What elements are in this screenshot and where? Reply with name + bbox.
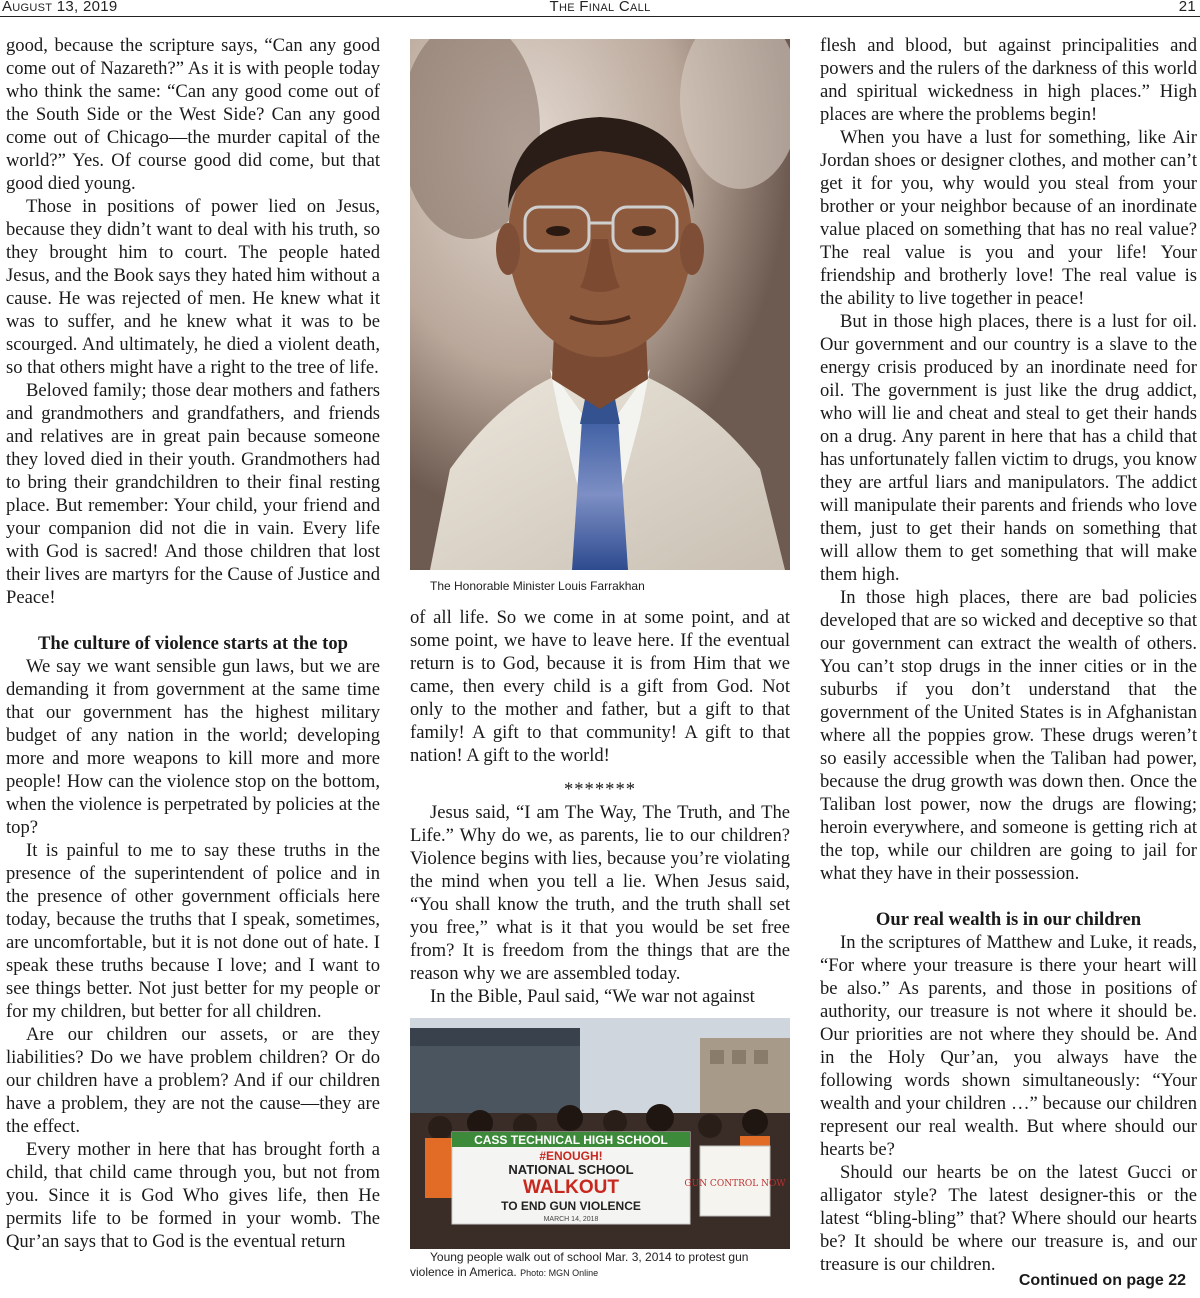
publication-name: The Final Call xyxy=(549,0,651,15)
paragraph: It is painful to me to say these truths in the presence of the superintendent of police and in the presence of other government officials here today, because the truths that I speak, sometimes, are uncomfortable, but it is not done out of hate. I speak these truths because I love; and I want to see things better. Not just better for my people or for my children, but better for all children. xyxy=(6,840,380,1022)
protest-photo xyxy=(410,1018,790,1249)
photo-credit: Photo: MGN Online xyxy=(520,1268,599,1278)
paragraph: of all life. So we come in at some point, and at some point, we have to leave here. If the eventual return is to God, because it is from Him that we came, then every child is a gift from God. Not only to the mother and father, but a gift to that family! A gift to that community! A gift to that nation! A gift to the world! xyxy=(410,607,790,766)
portrait-photo xyxy=(410,39,790,570)
protest-banner xyxy=(452,1132,690,1224)
protest-illustration xyxy=(410,1018,790,1249)
svg-text:NATIONAL SCHOOL: NATIONAL SCHOOL xyxy=(508,1162,634,1177)
paragraph: In the Bible, Paul said, “We war not against xyxy=(430,986,755,1007)
svg-text:TO END GUN VIOLENCE: TO END GUN VIOLENCE xyxy=(501,1199,641,1213)
section-separator: ******* xyxy=(563,779,637,800)
continued-link[interactable]: Continued on page 22 xyxy=(1018,1272,1186,1289)
paragraph: Every mother in here that has brought forth a child, that child came through you, but not from you. Since it is God Who gives life, then He permits life to be formed in your womb. The Qur’an says that to God is the eventual return xyxy=(6,1139,380,1252)
issue-date: August 13, 2019 xyxy=(2,0,118,15)
article-column-3 xyxy=(820,34,1197,1276)
paragraph: good, because the scripture says, “Can any good come out of Nazareth?” As it is with people today who think the same: “Can any good come out of the South Side or the West Side? Can any good come out of Chicago—the murder capital of the world?” Yes. Of course good did come, but that good died young. xyxy=(6,35,380,194)
svg-text:MARCH 14, 2018: MARCH 14, 2018 xyxy=(543,1216,599,1223)
paragraph: But in those high places, there is a lust for oil. Our government and our country is a slave to the energy crisis produced by an inordinate need for oil. The government is just like the drug addict, who will lie and cheat and steal to get their hands on a drug. Any parent in here that has a child that has unfortunately fallen victim to drugs, you know they are artful liars and manipulators. The addict will manipulate their parents and friends who love them, just to get their hands on something that will allow them to get something that will make them high. xyxy=(820,311,1197,585)
paragraph: Are our children our assets, or are they liabilities? Do we have problem children? Or do our children have a problem? And if our children have a problem, they are not the cause—they are the effect. xyxy=(6,1024,380,1137)
caption-text: Young people walk out of school Mar. 3, 2014 to protest gun violence in America. xyxy=(410,1250,749,1279)
paragraph: We say we want sensible gun laws, but we are demanding it from government at the same time that our government has the highest military budget of any nation in the world; developing more and more weapons to kill more and more people! How can the violence stop on the bottom, when the violence is perpetrated by policies at the top? xyxy=(6,656,380,838)
svg-text:#ENOUGH!: #ENOUGH! xyxy=(539,1149,603,1163)
paragraph: Beloved family; those dear mothers and fathers and grandmothers and grandfathers, and friends and relatives are in great pain because someone they loved died in their youth. Grandmothers had to bring their grandchildren to their final resting place. But remember: Your child, your friend and your companion did not die in vain. Every life with God is sacred! And those children that lost their lives are martyrs for the Cause of Justice and Peace! xyxy=(6,380,380,608)
paragraph: Jesus said, “I am The Way, The Truth, and The Life.” Why do we, as parents, lie to our children? Violence begins with lies, because you’re violating the mind when you tell a lie. When Jesus said, “You shall know the truth, and the truth shall set you free,” what is it that you would be set free from? It is freedom from the things that are the reason why we are assembled today. xyxy=(410,802,790,984)
paragraph: When you have a lust for something, like Air Jordan shoes or designer clothes, and mother can’t get it for you, why would you steal from your brother or your neighbor because of an inordinate value placed on something that has no real value? The real value is you and your life! Your friendship and brotherly love! The real value is the ability to live together in peace! xyxy=(820,127,1197,309)
paragraph: In those high places, there are bad policies developed that are so wicked and deceptive so that our government can extract the wealth of others. You can’t stop drugs in the inner cities or in the suburbs if you don’t understand that the government of the United States is in Afghanistan where all the poppies grow. These drugs weren’t so easily accessible when the Taliban had power, because the drug growth was down then. Once the Taliban lost power, now the drugs are flowing; heroin everywhere, and someone is getting rich at the top, while our children are going to jail for what they have in their possession. xyxy=(820,587,1197,884)
article-column-2 xyxy=(410,34,790,1281)
article-column-1 xyxy=(6,34,380,1253)
svg-text:WALKOUT: WALKOUT xyxy=(522,1177,620,1198)
page-header xyxy=(0,0,1200,17)
paragraph: Those in positions of power lied on Jesus, because they didn’t want to deal with his truth, so they brought him to court. The people hated Jesus, and the Book says they hated him without a cause. He was rejected of men. He knew what it was to suffer, and he knew what it was to be scourged. And ultimately, he died a violent death, so that others might have a right to the tree of life. xyxy=(6,196,380,378)
paragraph: Should our hearts be on the latest Gucci or alligator style? The latest designer-this or the latest “bling-bling” that? Where should our hearts be? It should be where our treasure is, and our treasure is our children. xyxy=(820,1162,1197,1275)
page-number: 21 xyxy=(1178,0,1196,15)
photo-caption: The Honorable Minister Louis Farrakhan xyxy=(430,579,645,593)
section-subhead: Our real wealth is in our children xyxy=(875,909,1142,930)
section-subhead: The culture of violence starts at the top xyxy=(37,633,349,654)
paragraph: flesh and blood, but against principalities and powers and the rulers of the darkness of this world and spiritual wickedness in high places.” High places are where the problems begin! xyxy=(820,35,1197,125)
portrait-illustration xyxy=(410,39,790,570)
svg-text:GUN CONTROL NOW: GUN CONTROL NOW xyxy=(684,1179,786,1189)
svg-text:CASS TECHNICAL HIGH SCHOOL: CASS TECHNICAL HIGH SCHOOL xyxy=(474,1133,668,1147)
photo-caption xyxy=(410,1250,790,1281)
paragraph: In the scriptures of Matthew and Luke, it reads, “For where your treasure is there your heart will be also.” As parents, and those in positions of authority, our treasure is not where it should be. Our priorities are not where they should be. And in the Holy Qur’an, you always have the following words shown simultaneously: “Your wealth and your children …” because our children represent our real wealth. But where should our hearts be? xyxy=(820,932,1197,1160)
